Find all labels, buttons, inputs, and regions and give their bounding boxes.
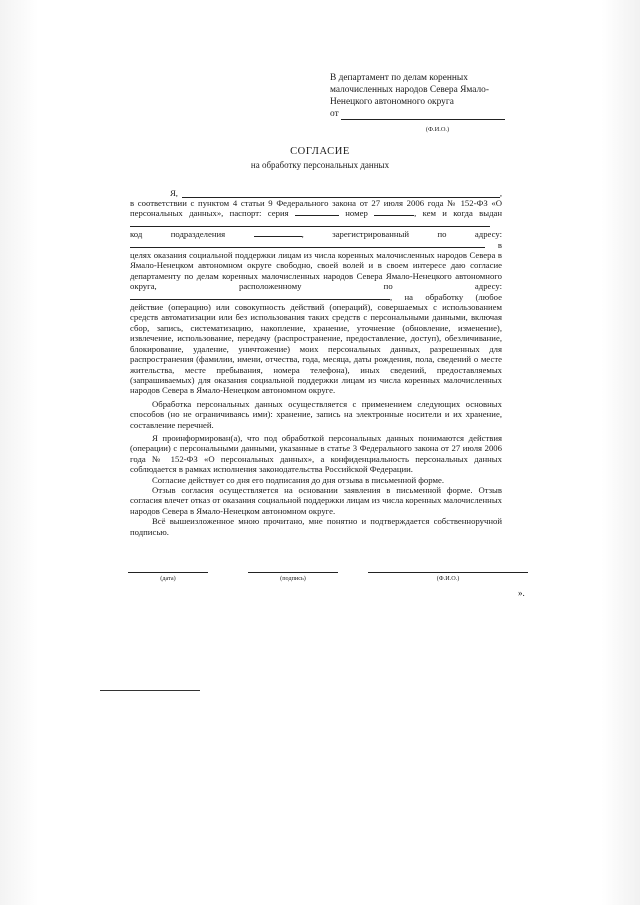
passport-series-blank — [295, 208, 339, 216]
from-field — [330, 108, 505, 120]
paragraph-confirmation: Всё вышеизложенное мною прочитано, мне понятно и подтверждается собственноручной подписью. — [130, 516, 502, 537]
date-field — [128, 566, 208, 582]
passport-text-g: , на обработку (любое действие (операцию) или совокупность действий (операций), совершаемых с использованием средств автоматизации или без использования таких средств с персональными данными, включая сбор, запись, систематизацию, накопление, хранение, уточнение (обновление, изменение), извлечение, использование, передачу (распространение, предоставление, доступ), обезличивание, блокирование, удаление, уничтожение) моих персональных данных, разрешенных для распространения (фамилии, имени, отчества, года, месяца, даты рождения, пола, сведений о месте жительства, месте пребывания, номера телефона), иных сведений, предоставляемых (запрашиваемых) для оказания социальной поддержки лицам из числа коренных малочисленных народов Севера в Ямало-Ненецком автономном округе. — [130, 291, 502, 396]
addressee-block — [330, 72, 505, 136]
closing-quote: ». — [518, 588, 525, 598]
issued-by-blank — [130, 219, 490, 227]
signature-field — [248, 566, 338, 582]
ya-blank-line — [182, 189, 500, 198]
passport-text-f: в целях оказания социальной поддержки лицам из числа коренных малочисленных народов Севера в Ямало-Ненецком автономном округе свободно, своей волей и в своем интересе даю согласие департаменту по делам коренных малочисленных народов Севера Ямало-Ненецкого автономного округа, расположенному по адресу: — [130, 239, 502, 292]
document-title: СОГЛАСИЕ — [290, 146, 350, 157]
date-blank-line — [128, 566, 208, 573]
passport-text-e: , зарегистрированный по адресу: — [301, 229, 503, 240]
header-fio-caption: (Ф.И.О.) — [425, 126, 450, 133]
paragraph-methods: Обработка персональных данных осуществляется с применением следующих основных способов (но не ограничиваясь ими): хранение, запись на электронные носители и их хранение, составление перечней. — [130, 398, 502, 430]
consent-body — [130, 186, 502, 537]
passport-text-d: код подразделения — [130, 229, 226, 240]
fio-blank-line — [368, 566, 528, 573]
passport-number-blank — [374, 208, 414, 216]
signature-caption: (подпись) — [280, 575, 306, 582]
registration-address-blank — [130, 240, 485, 248]
footnote-divider — [100, 690, 200, 691]
fio-field — [368, 566, 528, 582]
date-caption: (дата) — [160, 575, 176, 582]
from-label: от — [330, 109, 339, 119]
passport-text-a: в соответствии с пунктом 4 статьи 9 Федерального закона от 27 июля 2006 года № 152-ФЗ «О персональных данных», паспорт: серия — [130, 198, 502, 219]
paragraph-informed: Я проинформирован(а), что под обработкой персональных данных понимаются действия (операции) с персональными данными, указанные в статье 3 Федерального закона от 27 июля 2006 года № 152-ФЗ «О персональных данных», а конфиденциальность персональных данных соблюдается в рамках исполнения законодательства Российской Федерации. — [130, 432, 502, 475]
signature-blank-line — [248, 566, 338, 573]
passport-text-c: , кем и когда выдан — [414, 208, 502, 219]
addressee-line-2: малочисленных народов Севера Ямало- — [330, 85, 489, 95]
addressee-line-3: Ненецкого автономного округа — [330, 97, 454, 107]
signature-row — [128, 566, 528, 586]
addressee-line-1: В департамент по делам коренных — [330, 73, 468, 83]
paragraph-revocation: Отзыв согласия осуществляется на основании заявления в письменной форме. Отзыв согласия влечет отказ от оказания социальной поддержки лицам из числа коренных малочисленных народов Севера в Ямало-Ненецком автономном округе. — [130, 484, 502, 516]
paragraph-validity: Согласие действует со дня его подписания до дня отзыва в письменной форме. — [152, 474, 444, 485]
document-subtitle: на обработку персональных данных — [250, 160, 390, 170]
ya-label: Я, — [170, 187, 178, 198]
department-code-blank — [254, 229, 302, 237]
passport-text-b: номер — [345, 208, 368, 219]
paragraph-passport — [130, 198, 502, 396]
department-address-blank — [130, 292, 390, 300]
ya-field: Я, , — [170, 187, 502, 198]
fio-caption: (Ф.И.О.) — [436, 575, 460, 582]
from-blank-line — [341, 110, 505, 120]
